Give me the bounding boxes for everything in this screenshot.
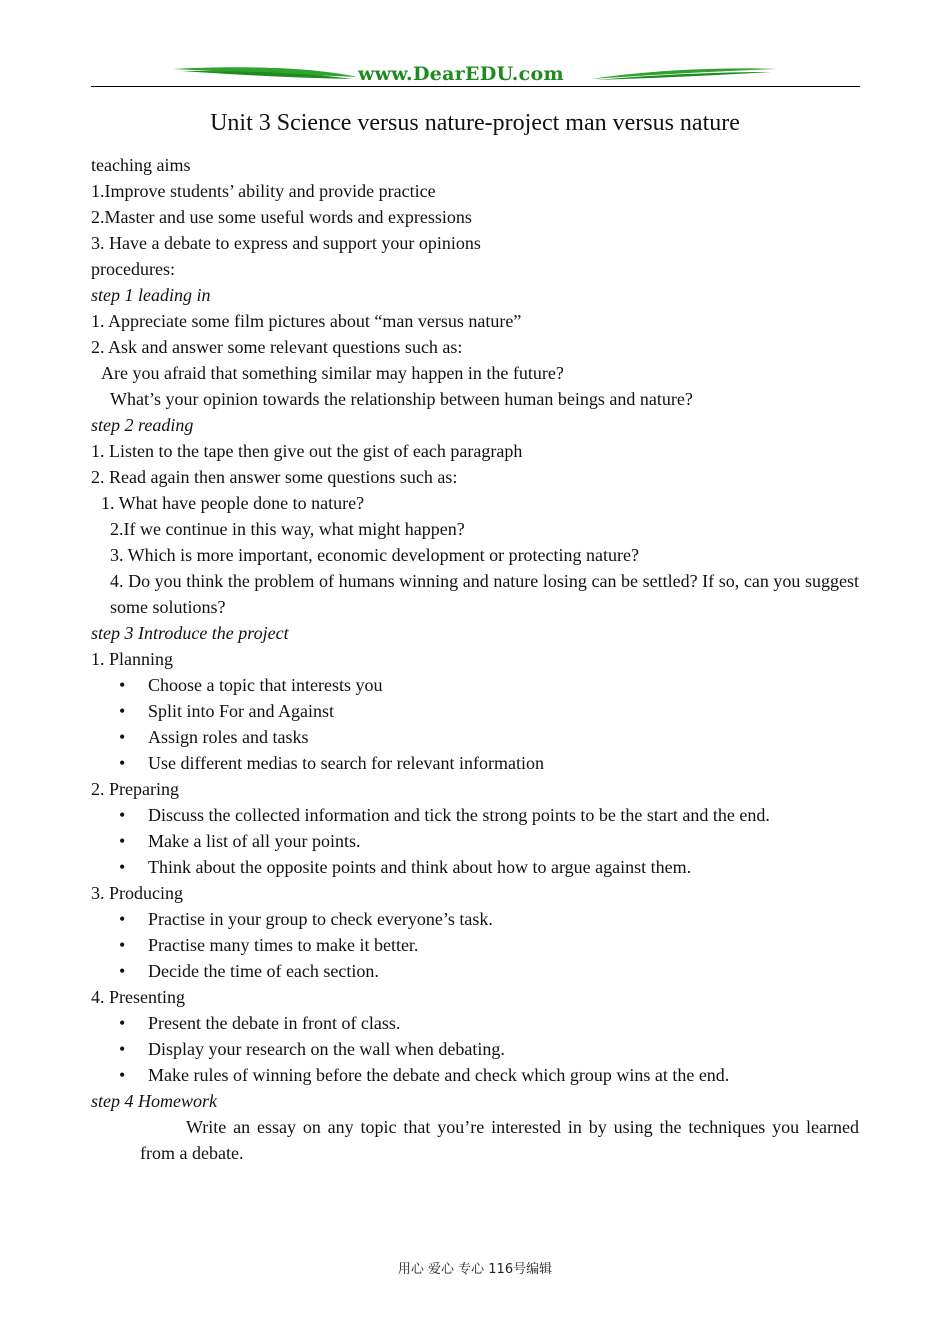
aim-item: 3. Have a debate to express and support your opinions [91,233,481,253]
preparing-label: 2. Preparing [91,779,179,799]
bullet-icon: • [119,1013,126,1033]
list-item [91,698,859,724]
planning-label: 1. Planning [91,649,174,669]
list-item [91,958,859,984]
list-item [91,724,859,750]
step1-item: 1. Appreciate some film pictures about “man versus nature” [91,311,522,331]
step2-question: 3. Which is more important, economic development or protecting nature? [110,545,640,565]
bullet-icon: • [119,753,126,773]
step2-question: 4. Do you think the problem of humans winning and nature losing can be settled? If so, can you suggest some solutions? [110,571,859,617]
step1-question: What’s your opinion towards the relationship between human beings and nature? [110,389,693,409]
site-logo-text: www.DearEDU.com [358,63,564,85]
step3-heading: step 3 Introduce the project [91,623,289,643]
step2-question: 2.If we continue in this way, what might happen? [110,519,465,539]
list-item-text: Use different medias to search for relevant information [148,753,545,773]
list-item [91,932,859,958]
aim-item: 1.Improve students’ ability and provide practice [91,181,436,201]
list-item-text: Split into For and Against [148,701,335,721]
bullet-icon: • [119,935,126,955]
list-item [91,1062,859,1088]
presenting-list [91,1010,859,1088]
list-item-text: Choose a topic that interests you [148,675,383,695]
procedures-label: procedures: [91,259,175,279]
homework-text: Write an essay on any topic that you’re interested in by using the techniques you learned from a debate. [140,1117,859,1163]
bullet-icon: • [119,727,126,747]
presenting-label: 4. Presenting [91,987,185,1007]
bullet-icon: • [119,909,126,929]
step2-item: 2. Read again then answer some questions such as: [91,467,458,487]
list-item-text: Decide the time of each section. [148,961,379,981]
list-item-text: Present the debate in front of class. [148,1013,401,1033]
bullet-icon: • [119,701,126,721]
bullet-icon: • [119,1039,126,1059]
bullet-icon: • [119,805,126,825]
bullet-icon: • [119,857,126,877]
step1-item: 2. Ask and answer some relevant questions such as: [91,337,463,357]
list-item-text: Assign roles and tasks [148,727,309,747]
bullet-icon: • [119,675,126,695]
step1-heading: step 1 leading in [91,285,211,305]
step2-question: 1. What have people done to nature? [101,493,365,513]
preparing-list [91,802,859,880]
bullet-icon: • [119,961,126,981]
list-item [91,828,859,854]
list-item [91,906,859,932]
producing-label: 3. Producing [91,883,183,903]
list-item [91,672,859,698]
list-item [91,854,859,880]
producing-list [91,906,859,984]
step2-heading: step 2 reading [91,415,194,435]
list-item-text: Display your research on the wall when debating. [148,1039,505,1059]
page-header [91,62,860,90]
document-body [91,152,859,1166]
bullet-icon: • [119,831,126,851]
list-item [91,1036,859,1062]
step4-heading: step 4 Homework [91,1091,217,1111]
aims-heading: teaching aims [91,155,191,175]
planning-list [91,672,859,776]
document-title: Unit 3 Science versus nature-project man versus nature [210,110,740,136]
list-item [91,750,859,776]
list-item-text: Make rules of winning before the debate and check which group wins at the end. [148,1065,730,1085]
list-item-text: Discuss the collected information and tick the strong points to be the start and the end. [148,805,770,825]
list-item-text: Practise in your group to check everyone’s task. [148,909,493,929]
list-item-text: Practise many times to make it better. [148,935,419,955]
step1-question: Are you afraid that something similar may happen in the future? [101,363,564,383]
page-footer: 用心 爱心 专心 116号编辑 [397,1262,553,1277]
step2-item: 1. Listen to the tape then give out the gist of each paragraph [91,441,523,461]
bullet-icon: • [119,1065,126,1085]
list-item-text: Think about the opposite points and think about how to argue against them. [148,857,692,877]
list-item [91,802,859,828]
header-rule [91,86,860,87]
list-item-text: Make a list of all your points. [148,831,361,851]
list-item [91,1010,859,1036]
aim-item: 2.Master and use some useful words and expressions [91,207,472,227]
